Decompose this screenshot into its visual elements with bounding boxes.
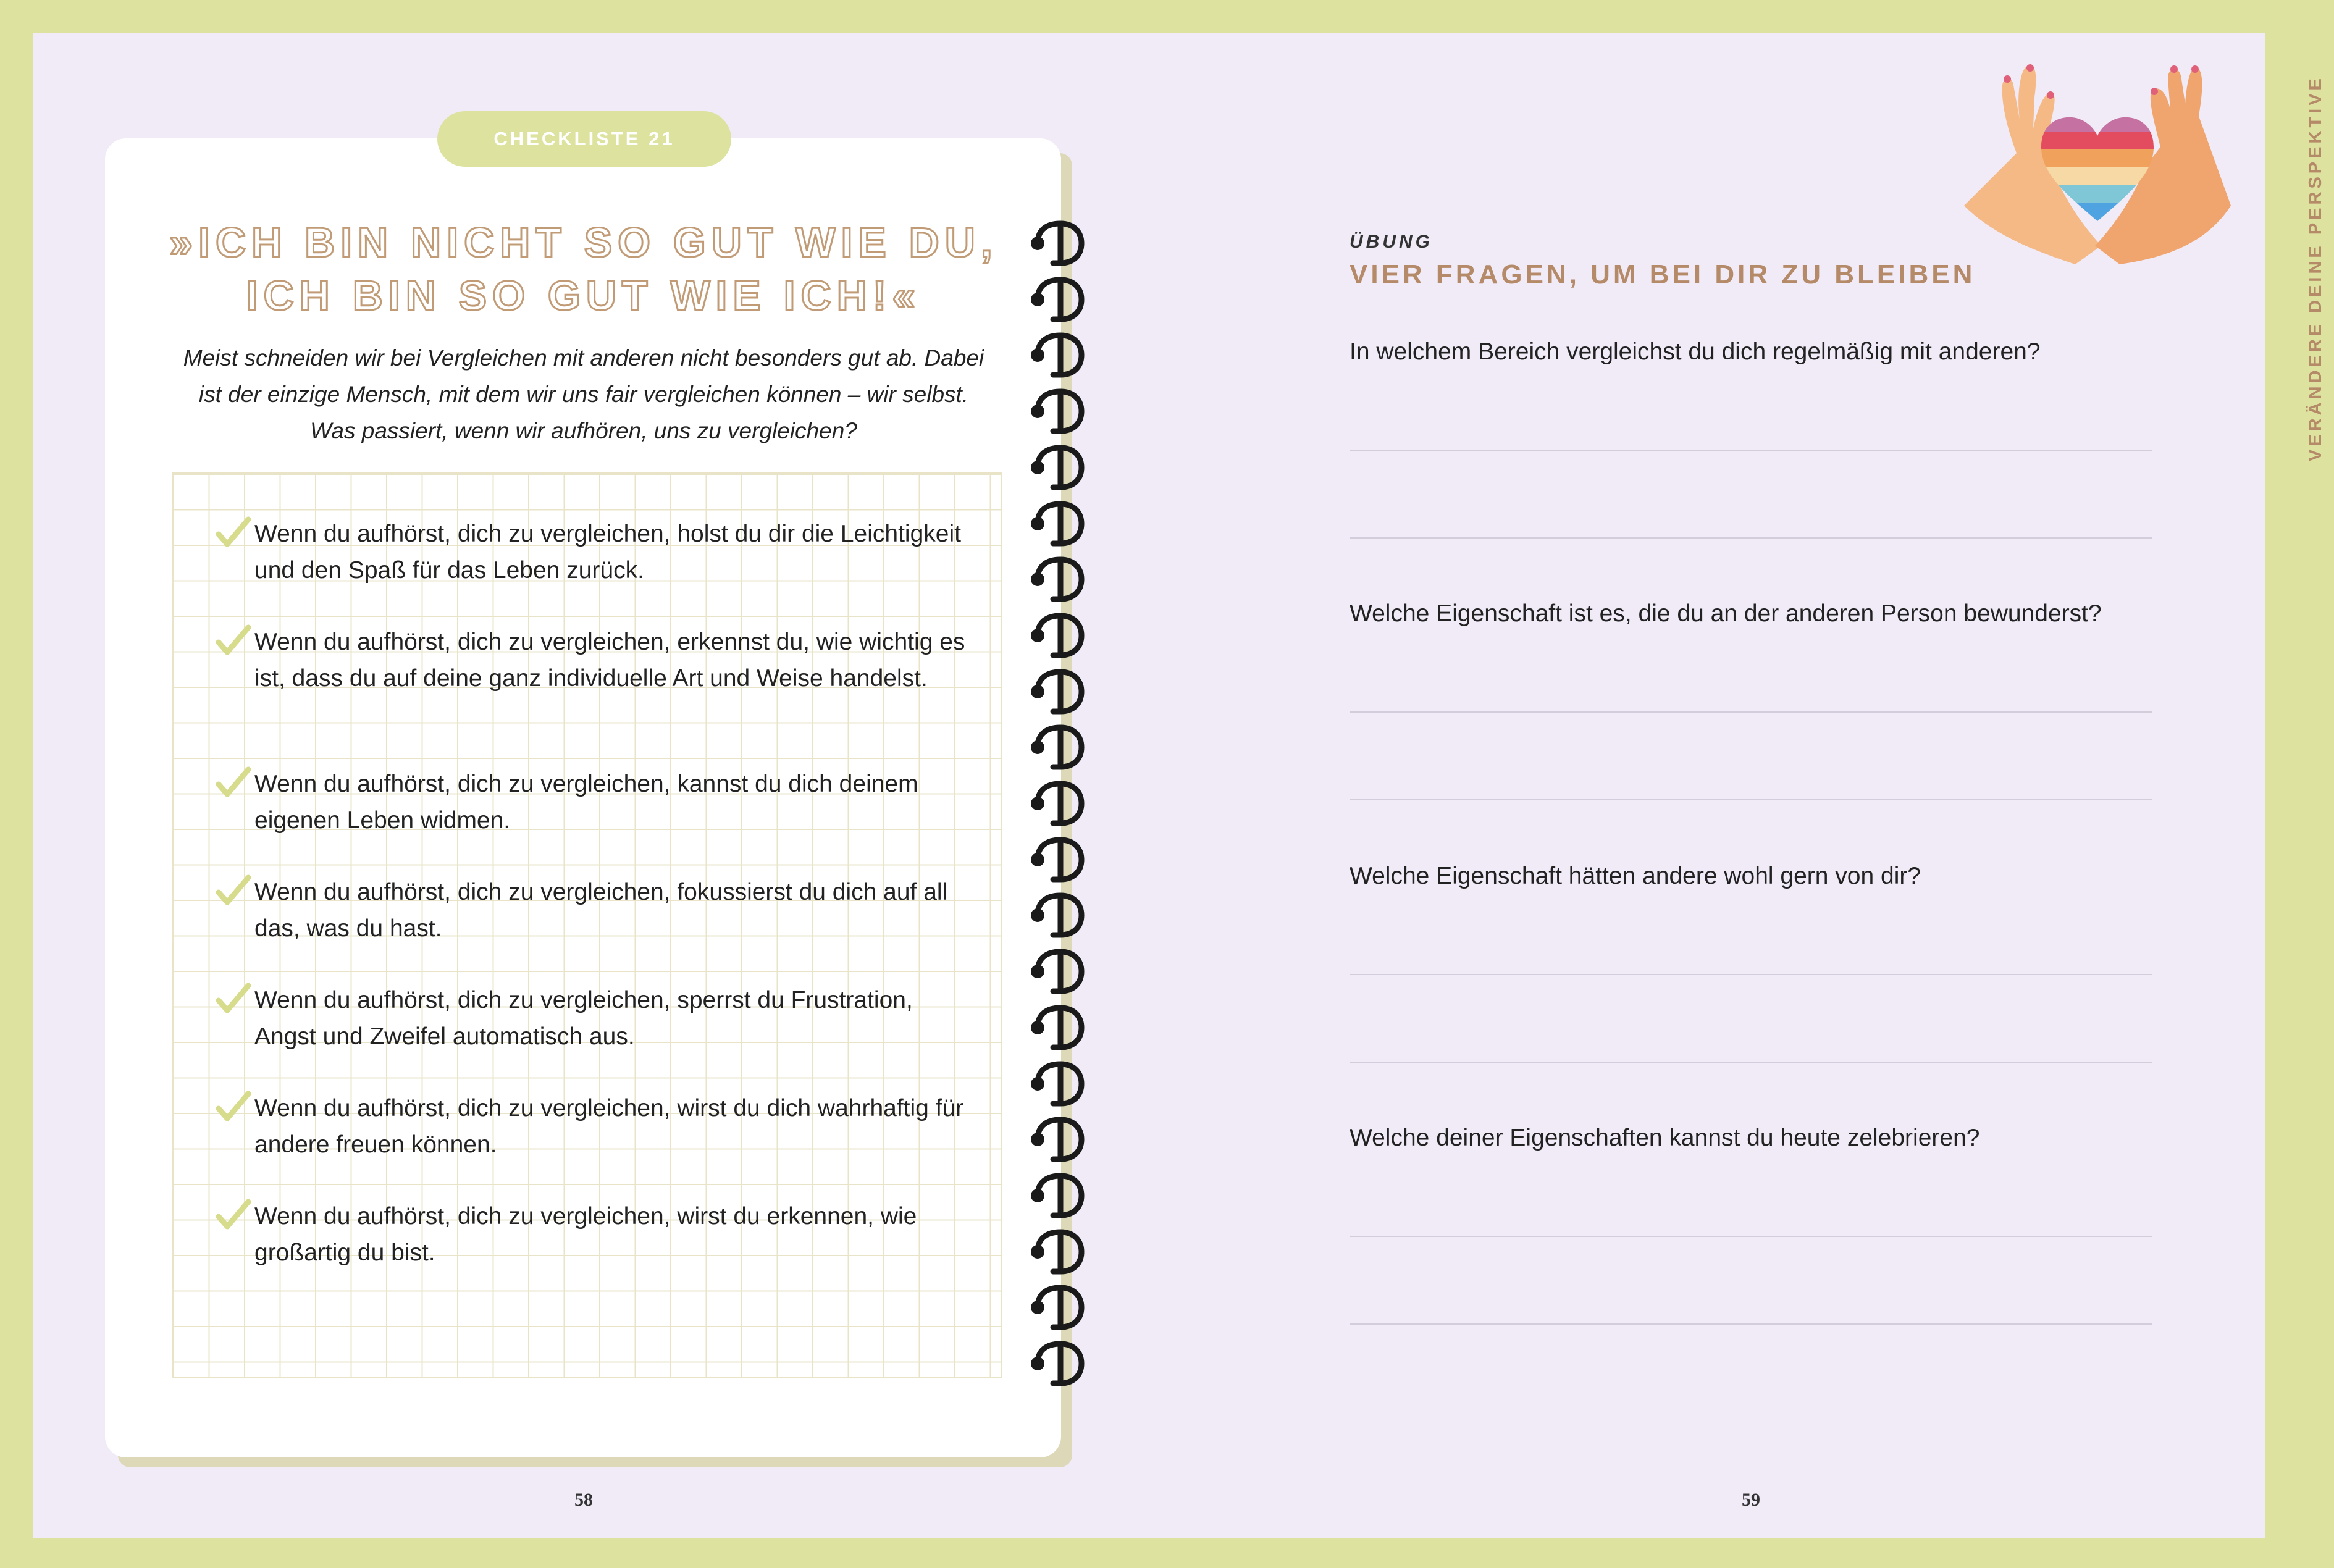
spiral-ring-icon: [1028, 442, 1086, 493]
spiral-ring-icon: [1028, 721, 1086, 773]
spiral-ring-icon: [1028, 329, 1086, 381]
page-number-left: 58: [574, 1490, 593, 1510]
check-icon: [216, 1198, 251, 1233]
check-icon: [216, 624, 251, 658]
checklist-badge: CHECKLISTE 21: [437, 111, 731, 167]
hands-heart-icon: [1958, 61, 2237, 280]
spiral-ring-icon: [1028, 945, 1086, 997]
intro-text: Meist schneiden wir bei Vergleichen mit anderen nicht besonders gut ab. Dabei ist der einzige Mensch, mit dem wir uns fair vergleichen können – wir selbst. Was passiert, wenn wir aufhören, uns zu vergleichen?: [183, 345, 984, 443]
answer-line[interactable]: [1350, 1236, 2152, 1237]
checklist-item-text: Wenn du aufhörst, dich zu vergleichen, wirst du dich wahrhaftig für andere freuen können.: [254, 1095, 964, 1158]
answer-line[interactable]: [1350, 1323, 2152, 1325]
answer-line[interactable]: [1350, 974, 2152, 975]
spiral-ring-icon: [1028, 274, 1086, 325]
spiral-ring-icon: [1028, 1226, 1086, 1278]
answer-line[interactable]: [1350, 711, 2152, 713]
checklist-item-text: Wenn du aufhörst, dich zu vergleichen, erkennst du, wie wichtig es ist, dass du auf deine ganz individuelle Art und Weise handelst.: [254, 629, 965, 692]
checklist-item-text: Wenn du aufhörst, dich zu vergleichen, kannst du dich deinem eigenen Leben widmen.: [254, 771, 918, 834]
spiral-ring-icon: [1028, 1058, 1086, 1110]
check-icon: [216, 766, 251, 800]
spiral-ring-icon: [1028, 778, 1086, 829]
spiral-ring-icon: [1028, 889, 1086, 941]
exercise-title: VIER FRAGEN, UM BEI DIR ZU BLEIBEN: [1350, 259, 1976, 290]
spiral-ring-icon: [1028, 553, 1086, 605]
answer-line[interactable]: [1350, 1062, 2152, 1063]
spiral-ring-icon: [1028, 834, 1086, 886]
spiral-ring-icon: [1028, 1113, 1086, 1165]
spiral-ring-icon: [1028, 1170, 1086, 1222]
question-text: Welche Eigenschaft ist es, die du an der anderen Person bewunderst?: [1350, 600, 2102, 627]
check-icon: [216, 516, 251, 550]
quote-title: »ICH BIN NICHT SO GUT WIE DU, ICH BIN SO GUT WIE ICH!«: [169, 219, 998, 319]
page-number-right: 59: [1742, 1490, 1760, 1510]
check-icon: [216, 874, 251, 908]
answer-line[interactable]: [1350, 537, 2152, 539]
spiral-ring-icon: [1028, 385, 1086, 437]
checklist-item-text: Wenn du aufhörst, dich zu vergleichen, wirst du erkennen, wie großartig du bist.: [254, 1203, 917, 1266]
spiral-ring-icon: [1028, 610, 1086, 661]
spiral-ring-icon: [1028, 666, 1086, 718]
spiral-ring-icon: [1028, 1002, 1086, 1054]
checklist-item-text: Wenn du aufhörst, dich zu vergleichen, fokussierst du dich auf all das, was du hast.: [254, 879, 948, 942]
answer-line[interactable]: [1350, 450, 2152, 451]
question-text: In welchem Bereich vergleichst du dich regelmäßig mit anderen?: [1350, 338, 2041, 365]
spiral-ring-icon: [1028, 1281, 1086, 1333]
question-text: Welche deiner Eigenschaften kannst du heute zelebrieren?: [1350, 1125, 1980, 1151]
checklist-item-text: Wenn du aufhörst, dich zu vergleichen, holst du dir die Leichtigkeit und den Spaß für das Leben zurück.: [254, 521, 961, 584]
checklist-item-text: Wenn du aufhörst, dich zu vergleichen, sperrst du Frustration, Angst und Zweifel automatisch aus.: [254, 987, 913, 1050]
answer-line[interactable]: [1350, 799, 2152, 800]
exercise-label: ÜBUNG: [1350, 232, 1433, 252]
question-text: Welche Eigenschaft hätten andere wohl gern von dir?: [1350, 863, 1921, 889]
side-tab-label: VERÄNDERE DEINE PERSPEKTIVE: [2306, 75, 2325, 462]
spiral-ring-icon: [1028, 217, 1086, 269]
spiral-ring-icon: [1028, 1338, 1086, 1390]
check-icon: [216, 1090, 251, 1125]
check-icon: [216, 982, 251, 1017]
spiral-ring-icon: [1028, 498, 1086, 550]
